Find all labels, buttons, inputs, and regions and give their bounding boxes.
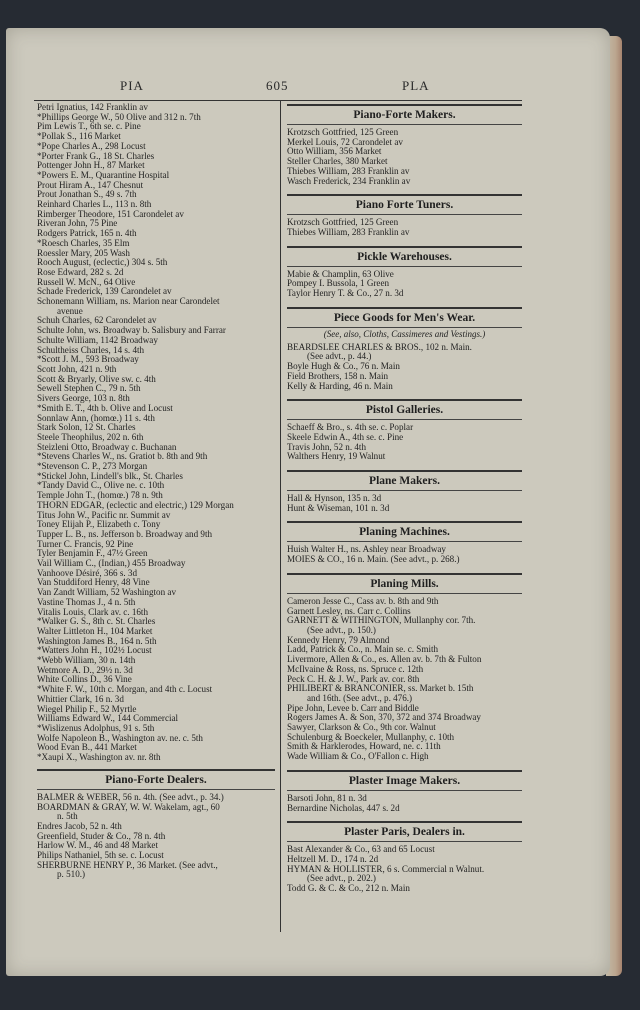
directory-entry: *Stickel John, Lindell's blk., St. Charles <box>37 471 183 481</box>
directory-entry: Sawyer, Clarkson & Co., 9th cor. Walnut <box>287 723 436 733</box>
directory-entry: Rimberger Theodore, 151 Carondelet av <box>37 209 184 219</box>
directory-entry: Travis John, 52 n. 4th <box>287 442 366 452</box>
section-gap <box>287 391 522 395</box>
right-column <box>287 104 522 898</box>
directory-entry: *Xaupi X., Washington av. nr. 8th <box>37 753 161 763</box>
directory-entry: Bast Alexander & Co., 63 and 65 Locust <box>287 845 435 855</box>
page-number: 605 <box>266 78 289 93</box>
directory-entry: Kelly & Harding, 46 n. Main <box>287 381 393 391</box>
section-title: Piano Forte Tuners. <box>287 194 522 215</box>
directory-entry: Mabie & Champlin, 63 Olive <box>287 269 394 279</box>
directory-entry: Wasch Frederick, 234 Franklin av <box>287 176 411 186</box>
directory-entry: White Collins D., 36 Vine <box>37 675 132 685</box>
directory-entry: Harlow W. M., 46 and 48 Market <box>37 841 158 851</box>
directory-entry: Prout Jonathan S., 49 s. 7th <box>37 190 137 200</box>
directory-entry: Scott John, 421 n. 9th <box>37 364 117 374</box>
directory-entry: Pim Lewis T., 6th se. c. Pine <box>37 122 141 132</box>
directory-entry: Steizleni Otto, Broadway c. Buchanan <box>37 442 177 452</box>
section-entries <box>287 794 522 813</box>
section-subtitle: (See, also, Cloths, Cassimeres and Vestings.) <box>323 328 486 339</box>
directory-entry: Vitalis Louis, Clark av. c. 16th <box>37 607 149 617</box>
directory-entry: BEARDSLEE CHARLES & BROS., 102 n. Main. <box>287 342 472 352</box>
directory-entry: Van Zandt William, 52 Washington av <box>37 588 176 598</box>
directory-entry: Schultheiss Charles, 14 s. 4th <box>37 345 145 355</box>
directory-entry: Scott & Bryarly, Olive sw. c. 4th <box>37 374 156 384</box>
directory-entry: Taylor Henry T. & Co., 27 n. 3d <box>287 289 404 299</box>
directory-entry: *Porter Frank G., 18 St. Charles <box>37 151 155 161</box>
directory-entry: Todd G. & C. & Co., 212 n. Main <box>287 884 410 894</box>
directory-entry: Pipe John, Levee b. Carr and Biddle <box>287 703 419 713</box>
directory-entry: *Scott J. M., 593 Broadway <box>37 355 139 365</box>
directory-entry: Schonemann William, ns. Marion near Carondelet <box>37 297 220 307</box>
section-header <box>287 104 522 125</box>
directory-entry: Schulenburg & Boeckeler, Mullanphy, c. 10th <box>287 732 455 742</box>
directory-entry: (See advt., p. 150.) <box>307 625 376 635</box>
directory-entry: Vanhoove Désiré, 366 s. 3d <box>37 568 138 578</box>
directory-entry: *Stevenson C. P., 273 Morgan <box>37 462 148 472</box>
directory-entry: Krotzsch Gottfried, 125 Green <box>287 128 399 137</box>
directory-entry: *Webb William, 30 n. 14th <box>37 656 136 666</box>
section-header <box>287 246 522 267</box>
directory-entry: Walter Littleton H., 104 Market <box>37 626 153 636</box>
section-header <box>287 194 522 215</box>
section-header <box>37 769 275 790</box>
directory-entry: Temple John T., (homœ.) 78 n. 9th <box>37 491 163 501</box>
directory-entry: Wiegel Philip F., 52 Myrtle <box>37 704 137 714</box>
section-entries <box>287 218 522 237</box>
directory-entry: Rooch August, (eclectic,) 304 s. 5th <box>37 258 168 268</box>
section-header <box>287 821 522 842</box>
directory-entry: Pottenger John H., 87 Market <box>37 161 145 171</box>
directory-entry: *Tandy David C., Olive ne. c. 10th <box>37 481 165 491</box>
directory-entry: *Phillips George W., 50 Olive and 312 n. 7th <box>37 112 201 122</box>
section-title: Piece Goods for Men's Wear. <box>287 307 522 328</box>
section-header <box>287 307 522 340</box>
directory-entry: Whittier Clark, 16 n. 3d <box>37 694 124 704</box>
directory-entry: Wolfe Napoleon B., Washington av. ne. c. 5th <box>37 733 203 743</box>
section-gap <box>287 813 522 817</box>
section-title: Piano-Forte Dealers. <box>37 769 275 790</box>
directory-entry: Pompey I. Bussola, 1 Green <box>287 279 390 289</box>
section-entries <box>287 343 522 392</box>
directory-entry: Stark Solon, 12 St. Charles <box>37 423 136 433</box>
section-title: Piano-Forte Makers. <box>287 104 522 125</box>
directory-entry: p. 510.) <box>57 870 86 880</box>
directory-entry: Prout Hiram A., 147 Chesnut <box>37 180 144 190</box>
section-title: Plane Makers. <box>287 470 522 491</box>
directory-entry: Ladd, Patrick & Co., n. Main se. c. Smith <box>287 645 439 655</box>
directory-entry: (See advt., p. 202.) <box>307 874 376 884</box>
directory-entry: Schulte William, 1142 Broadway <box>37 335 158 345</box>
directory-entry: Vastine Thomas J., 4 n. 5th <box>37 597 136 607</box>
directory-entry: Sivers George, 103 n. 8th <box>37 394 130 404</box>
directory-entry: Garnett Lesley, ns. Carr c. Collins <box>287 606 411 616</box>
section-header <box>287 399 522 420</box>
directory-entry: Wade William & Co., O'Fallon c. High <box>287 752 429 762</box>
directory-entry: Otto William, 356 Market <box>287 147 382 157</box>
directory-entry: and 16th. (See advt., p. 476.) <box>307 693 413 703</box>
directory-entry: Peck C. H. & J. W., Park av. cor. 8th <box>287 674 420 684</box>
section-gap <box>287 299 522 303</box>
section-title: Plaster Paris, Dealers in. <box>287 821 522 842</box>
directory-entry: Thiebes William, 283 Franklin av <box>287 227 410 237</box>
directory-entry: Rogers James A. & Son, 370, 372 and 374 Broadway <box>287 713 481 723</box>
section-entries <box>287 545 522 564</box>
directory-entry: Toney Elijah P., Elizabeth c. Tony <box>37 520 161 530</box>
directory-entry: Williams Edward W., 144 Commercial <box>37 714 179 724</box>
directory-entry: Smith & Harklerodes, Howard, ne. c. 11th <box>287 742 441 752</box>
section-title: Pistol Galleries. <box>287 399 522 420</box>
directory-entry: MOIES & CO., 16 n. Main. (See advt., p. 268.) <box>287 555 460 565</box>
directory-entry: Wood Evan B., 441 Market <box>37 743 137 753</box>
directory-entry: Roessler Mary, 205 Wash <box>37 248 130 258</box>
directory-entry: Greenfield, Studer & Co., 78 n. 4th <box>37 831 166 841</box>
directory-entry: Barsoti John, 81 n. 3d <box>287 793 367 803</box>
directory-entry: Sonnlaw Ann, (homœ.) 11 s. 4th <box>37 413 155 423</box>
directory-entry: Philips Nathaniel, 5th se. c. Locust <box>37 851 164 861</box>
section-title: Pickle Warehouses. <box>287 246 522 267</box>
directory-entry: avenue <box>57 306 83 316</box>
directory-entry: *Powers E. M., Quarantine Hospital <box>37 170 170 180</box>
section-entries <box>287 597 522 762</box>
directory-entry: Steller Charles, 380 Market <box>287 157 388 167</box>
directory-entry: Huish Walter H., ns. Ashley near Broadway <box>287 545 446 555</box>
section-gap <box>287 186 522 190</box>
directory-entry: Krotzsch Gottfried, 125 Green <box>287 218 399 228</box>
directory-entry: Schulte John, ws. Broadway b. Salisbury and Farrar <box>37 326 226 336</box>
dealers-list <box>37 793 275 880</box>
directory-entry: Boyle Hugh & Co., 76 n. Main <box>287 362 400 372</box>
section-header <box>287 770 522 791</box>
section-gap <box>287 565 522 569</box>
section-title: Planing Machines. <box>287 521 522 542</box>
directory-entry: Rose Edward, 282 s. 2d <box>37 267 124 277</box>
directory-entry: *Smith E. T., 4th b. Olive and Locust <box>37 403 173 413</box>
directory-entry: Tyler Benjamin F., 47½ Green <box>37 549 148 559</box>
section-gap <box>287 462 522 466</box>
directory-entry: Riveran John, 75 Pine <box>37 219 118 229</box>
directory-entry: *Roesch Charles, 35 Elm <box>37 238 130 248</box>
directory-entry: *Watters John H., 102½ Locust <box>37 646 152 656</box>
directory-entry: Sewell Stephen C., 79 n. 5th <box>37 384 141 394</box>
directory-entry: Heltzell M. D., 174 n. 2d <box>287 854 379 864</box>
directory-entry: (See advt., p. 44.) <box>307 352 372 362</box>
directory-page <box>6 28 610 976</box>
directory-entry: Bernardine Nicholas, 447 s. 2d <box>287 803 400 813</box>
section-gap <box>287 762 522 766</box>
directory-entry: BALMER & WEBER, 56 n. 4th. (See advt., p. 34.) <box>37 792 224 802</box>
section-entries <box>287 845 522 894</box>
directory-entry: Schaeff & Bro., s. 4th se. c. Poplar <box>287 423 414 433</box>
directory-entry: BOARDMAN & GRAY, W. W. Wakelam, agt., 60 <box>37 802 220 812</box>
directory-entry: Wetmore A. D., 29½ n. 3d <box>37 665 133 675</box>
directory-entry: n. 5th <box>57 812 78 822</box>
section-gap <box>287 894 522 898</box>
directory-entry: *Walker G. S., 8th c. St. Charles <box>37 617 156 627</box>
directory-entry: Reinhard Charles L., 113 n. 8th <box>37 200 152 210</box>
section-header <box>287 521 522 542</box>
directory-entry: Schuh Charles, 62 Carondelet av <box>37 316 157 326</box>
directory-entry: HYMAN & HOLLISTER, 6 s. Commercial n Walnut. <box>287 864 485 874</box>
section-entries <box>287 494 522 513</box>
directory-entry: Petri Ignatius, 142 Franklin av <box>37 103 148 112</box>
directory-entry: SHERBURNE HENRY P., 36 Market. (See advt., <box>37 860 218 870</box>
physicians-list <box>37 103 275 763</box>
directory-entry: Livermore, Allen & Co., es. Allen av. b. 7th & Fulton <box>287 655 482 665</box>
directory-entry: Merkel Louis, 72 Carondelet av <box>287 137 403 147</box>
directory-entry: McIlvaine & Ross, ns. Spruce c. 12th <box>287 664 424 674</box>
directory-entry: Hunt & Wiseman, 101 n. 3d <box>287 503 390 513</box>
directory-entry: Rodgers Patrick, 165 n. 4th <box>37 229 137 239</box>
section-title: Planing Mills. <box>287 573 522 594</box>
directory-entry: Russell W. McN., 64 Olive <box>37 277 136 287</box>
directory-entry: Field Brothers, 158 n. Main <box>287 371 389 381</box>
left-column <box>37 103 275 880</box>
directory-entry: Van Studdiford Henry, 48 Vine <box>37 578 150 588</box>
directory-entry: PHILIBERT & BRANCONIER, ss. Market b. 15th <box>287 684 474 694</box>
section-gap <box>287 238 522 242</box>
directory-entry: *Wislizenus Adolphus, 91 s. 5th <box>37 724 155 733</box>
header-left: PIA <box>120 78 144 93</box>
header-right: PLA <box>402 78 430 93</box>
directory-entry: THORN EDGAR, (eclectic and electric,) 129 Morgan <box>37 500 234 510</box>
directory-entry: Endres Jacob, 52 n. 4th <box>37 821 122 831</box>
directory-entry: Walthers Henry, 19 Walnut <box>287 452 386 462</box>
column-divider <box>280 100 281 932</box>
header-rule <box>34 100 522 101</box>
directory-entry: Hall & Hynson, 135 n. 3d <box>287 494 382 504</box>
directory-entry: Cameron Jesse C., Cass av. b. 8th and 9th <box>287 596 439 606</box>
section-entries <box>287 128 522 186</box>
directory-entry: *Stevens Charles W., ns. Gratiot b. 8th and 9th <box>37 452 208 462</box>
section-entries <box>287 423 522 462</box>
directory-entry: Turner C. Francis, 92 Pine <box>37 539 134 549</box>
directory-entry: Titus John W., Pacific nr. Summit av <box>37 510 171 520</box>
page-header <box>6 78 610 98</box>
section-title: Plaster Image Makers. <box>287 770 522 791</box>
directory-entry: GARNETT & WITHINGTON, Mullanphy cor. 7th. <box>287 616 476 626</box>
directory-entry: Tupper L. B., ns. Jefferson b. Broadway and 9th <box>37 529 213 539</box>
directory-entry: Steele Theophilus, 202 n. 6th <box>37 432 144 442</box>
directory-entry: Skeele Edwin A., 4th se. c. Pine <box>287 432 404 442</box>
directory-entry: Thiebes William, 283 Franklin av <box>287 166 410 176</box>
directory-entry: Vail William C., (Indian,) 455 Broadway <box>37 559 186 569</box>
section-entries <box>287 270 522 299</box>
directory-entry: *White F. W., 10th c. Morgan, and 4th c. Locust <box>37 685 213 695</box>
directory-entry: Washington James B., 164 n. 5th <box>37 636 157 646</box>
directory-entry: *Pollak S., 116 Market <box>37 132 121 142</box>
section-header <box>287 470 522 491</box>
directory-entry: Kennedy Henry, 79 Almond <box>287 635 390 645</box>
section-header <box>287 573 522 594</box>
section-gap <box>287 513 522 517</box>
directory-entry: *Pope Charles A., 298 Locust <box>37 141 146 151</box>
directory-entry: Schade Frederick, 139 Carondelet av <box>37 287 172 297</box>
